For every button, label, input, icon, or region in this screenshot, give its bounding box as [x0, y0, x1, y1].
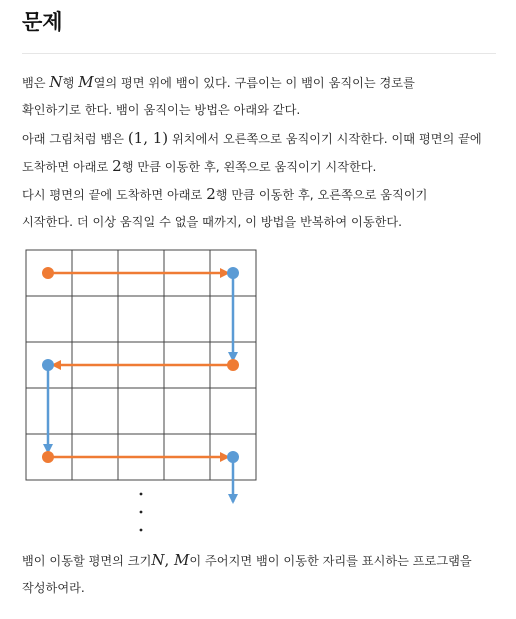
math-two: 2 [206, 185, 216, 203]
text-segment: 다시 평면의 끝에 도착하면 아래로 [22, 188, 207, 202]
path-node [227, 451, 239, 463]
math-comma: , [164, 551, 175, 569]
paragraph-line-8: 작성하여라. [22, 581, 85, 595]
text-segment: 열의 평면 위에 뱀이 있다. 구름이는 이 뱀이 움직이는 경로를 [93, 76, 415, 90]
text-segment: 도착하면 아래로 [22, 160, 113, 174]
text-segment: 위치에서 오른쪽으로 움직이기 시작한다. 이때 평면의 끝에 [168, 132, 482, 146]
text-segment: 행 만큼 이동한 후, 왼쪽으로 움직이기 시작한다. [121, 160, 377, 174]
path-node-start [42, 267, 54, 279]
path-node [42, 359, 54, 371]
paragraph-line-7 [22, 551, 502, 570]
math-start-position: (1, 1) [127, 129, 169, 147]
text-segment: 행 만큼 이동한 후, 오른쪽으로 움직이기 [215, 188, 428, 202]
section-title: 문제 [22, 10, 63, 34]
math-two: 2 [112, 157, 122, 175]
text-segment: 뱀이 이동할 평면의 크기 [22, 554, 152, 568]
text-segment: 뱀은 [22, 76, 50, 90]
math-n: N [49, 73, 63, 91]
math-n: N [151, 551, 165, 569]
path-node [227, 359, 239, 371]
math-m: M [174, 551, 190, 569]
paragraph-line-6: 시작한다. 더 이상 움직일 수 없을 때까지, 이 방법을 반복하여 이동한다. [22, 215, 403, 229]
path-node [227, 267, 239, 279]
path-horizontal-segments [48, 273, 233, 457]
ellipsis-vertical [140, 493, 143, 532]
text-segment: 이 주어지면 뱀이 이동한 자리를 표시하는 프로그램을 [189, 554, 472, 568]
text-segment: 행 [62, 76, 79, 90]
path-node [42, 451, 54, 463]
math-m: M [78, 73, 94, 91]
text-segment: 아래 그림처럼 뱀은 [22, 132, 128, 146]
paragraph-line-2: 확인하기로 한다. 뱀이 움직이는 방법은 아래와 같다. [22, 103, 301, 117]
